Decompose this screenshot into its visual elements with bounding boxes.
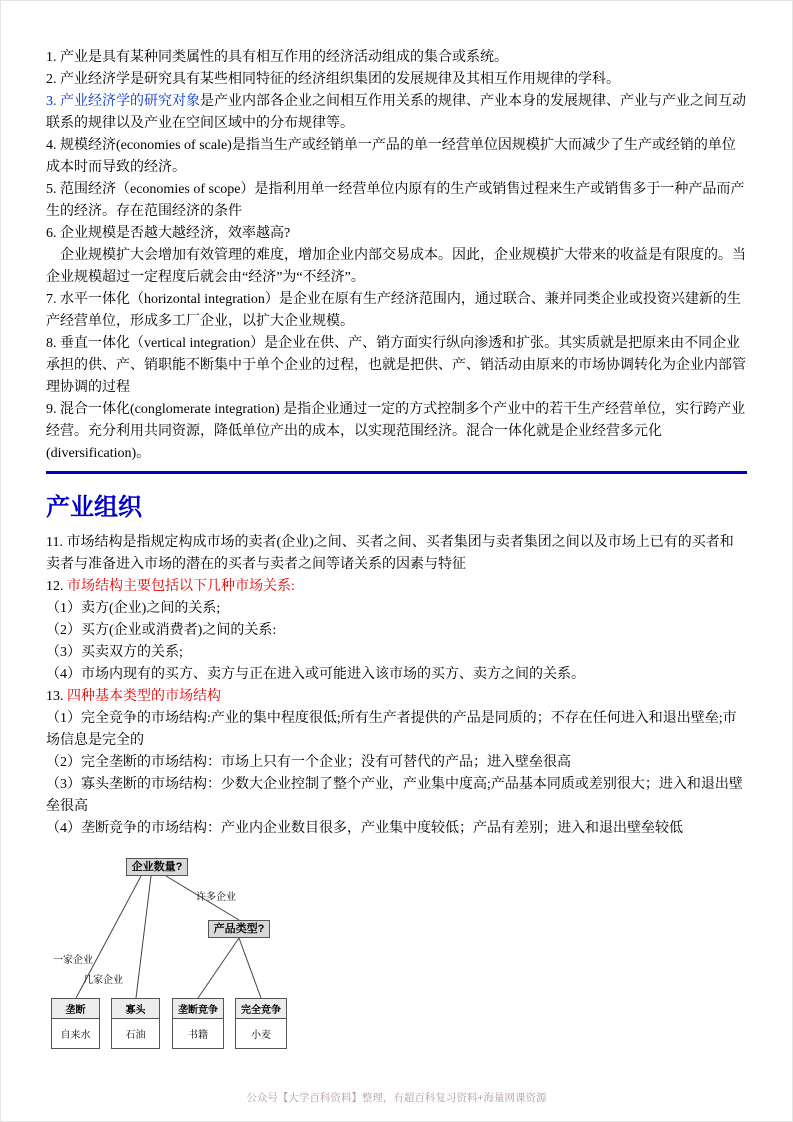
leaf-oligopoly-title: 寡头 xyxy=(112,999,159,1019)
item-12 xyxy=(46,576,747,598)
edge-label-many-firms: 许多企业 xyxy=(196,892,236,903)
item-11: 11. 市场结构是指规定构成市场的卖者(企业)之间、买者之间、买者集团与卖者集团之间以及市场上已有的买者和卖者与准备进入市场的潜在的买者与卖者之间等诸关系的因素与特征 xyxy=(46,535,734,572)
item-13-highlight: 四种基本类型的市场结构 xyxy=(67,689,221,704)
item-12-sub-3: （3）买卖双方的关系; xyxy=(46,645,183,660)
diagram-node-firm-count: 企业数量? xyxy=(126,858,188,876)
item-13 xyxy=(46,686,747,708)
item-8: 8. 垂直一体化（vertical integration）是企业在供、产、销方面实行纵向渗透和扩张。其实质就是把原来由不同企业承担的供、产、销职能不断集中于单个企业的过程，也就是把供、产、销活动由原来的市场协调转化为企业内部管理协调的过程 xyxy=(46,336,746,395)
section-2-content xyxy=(1,532,792,840)
leaf-perfect-competition-example: 小麦 xyxy=(251,1030,271,1041)
leaf-monopolistic-competition-title: 垄断竞争 xyxy=(173,999,223,1019)
leaf-perfect-competition-title: 完全竞争 xyxy=(236,999,286,1019)
item-3-highlight: 3. 产业经济学的研究对象 xyxy=(46,94,200,109)
market-structure-decision-tree xyxy=(46,856,336,1061)
item-1: 1. 产业是具有某种同类属性的具有相互作用的经济活动组成的集合或系统。 xyxy=(46,50,508,65)
item-4: 4. 规模经济(economies of scale)是指当生产或经销单一产品的单一经营单位因规模扩大而减少了生产或经销的单位成本时而导致的经济。 xyxy=(46,138,736,175)
edge-label-one-firm: 一家企业 xyxy=(53,955,93,966)
item-12-sub-1: （1）卖方(企业)之间的关系; xyxy=(46,601,221,616)
connector-line-identical xyxy=(239,938,261,998)
item-12-number: 12. xyxy=(46,579,67,594)
item-9: 9. 混合一体化(conglomerate integration) 是指企业通过一定的方式控制多个产业中的若干生产经营单位，实行跨产业经营。充分利用共同资源，降低单位产出的成本，以实现范围经济。混合一体化就是企业经营多元化(diversification)。 xyxy=(46,402,746,461)
leaf-oligopoly xyxy=(111,998,160,1049)
leaf-oligopoly-example: 石油 xyxy=(125,1030,146,1041)
footer-watermark: 公众号【大学百科资料】整理，有超百科复习资料+海量网课资源 xyxy=(246,1092,547,1104)
edge-label-few-firms: 几家企业 xyxy=(83,975,123,986)
item-13-sub-3: （3）寡头垄断的市场结构：少数大企业控制了整个产业，产业集中度高;产品基本同质或差别很大；进入和退出壁垒很高 xyxy=(46,777,743,814)
item-12-highlight: 市场结构主要包括以下几种市场关系: xyxy=(67,579,295,594)
leaf-monopolistic-competition xyxy=(172,998,224,1049)
item-6: 6. 企业规模是否越大越经济，效率越高? xyxy=(46,226,291,241)
item-3 xyxy=(46,91,747,135)
leaf-monopoly xyxy=(51,998,100,1049)
item-13-number: 13. xyxy=(46,689,67,704)
item-12-sub-2: （2）买方(企业或消费者)之间的关系: xyxy=(46,623,277,638)
diagram-node-product-type: 产品类型? xyxy=(208,920,270,938)
leaf-monopolistic-competition-example: 书籍 xyxy=(188,1030,208,1041)
section-divider xyxy=(46,471,747,474)
item-3-text: 是产业内部各企业之间相互作用关系的规律、产业本身的发展规律、产业与产业之间互动联系的规律以及产业在空间区域中的分布规律等。 xyxy=(46,94,746,131)
item-13-sub-1: （1）完全竞争的市场结构:产业的集中程度很低;所有生产者提供的产品是同质的；不存在任何进入和退出壁垒;市场信息是完全的 xyxy=(46,711,737,748)
document-content xyxy=(1,1,792,465)
item-6-explanation: 企业规模扩大会增加有效管理的难度，增加企业内部交易成本。因此，企业规模扩大带来的收益是有限度的。当企业规模超过一定程度后就会由“经济”为“不经济”。 xyxy=(46,248,746,285)
item-13-sub-2: （2）完全垄断的市场结构：市场上只有一个企业；没有可替代的产品；进入壁垒很高 xyxy=(46,755,571,770)
item-2: 2. 产业经济学是研究具有某些相同特征的经济组织集团的发展规律及其相互作用规律的学科。 xyxy=(46,72,620,87)
item-5: 5. 范围经济（economies of scope）是指利用单一经营单位内原有的生产或销售过程来生产或销售多于一种产品而产生的经济。存在范围经济的条件 xyxy=(46,182,745,219)
item-7: 7. 水平一体化（horizontal integration）是企业在原有生产经济范围内，通过联合、兼并同类企业或投资兴建新的生产经营单位，形成多工厂企业，以扩大企业规模。 xyxy=(46,292,741,329)
leaf-monopoly-example: 自来水 xyxy=(60,1030,91,1041)
leaf-monopoly-title: 垄断 xyxy=(52,999,99,1019)
connector-line-differentiated xyxy=(198,938,239,998)
section-heading: 产业组织 xyxy=(46,494,142,521)
item-12-sub-4: （4）市场内现有的买方、卖方与正在进入或可能进入该市场的买方、卖方之间的关系。 xyxy=(46,667,585,682)
leaf-perfect-competition xyxy=(235,998,287,1049)
item-13-sub-4: （4）垄断竞争的市场结构：产业内企业数目很多，产业集中度较低；产品有差别；进入和退出壁垒较低 xyxy=(46,821,683,836)
connector-line-few-firms xyxy=(136,876,151,998)
